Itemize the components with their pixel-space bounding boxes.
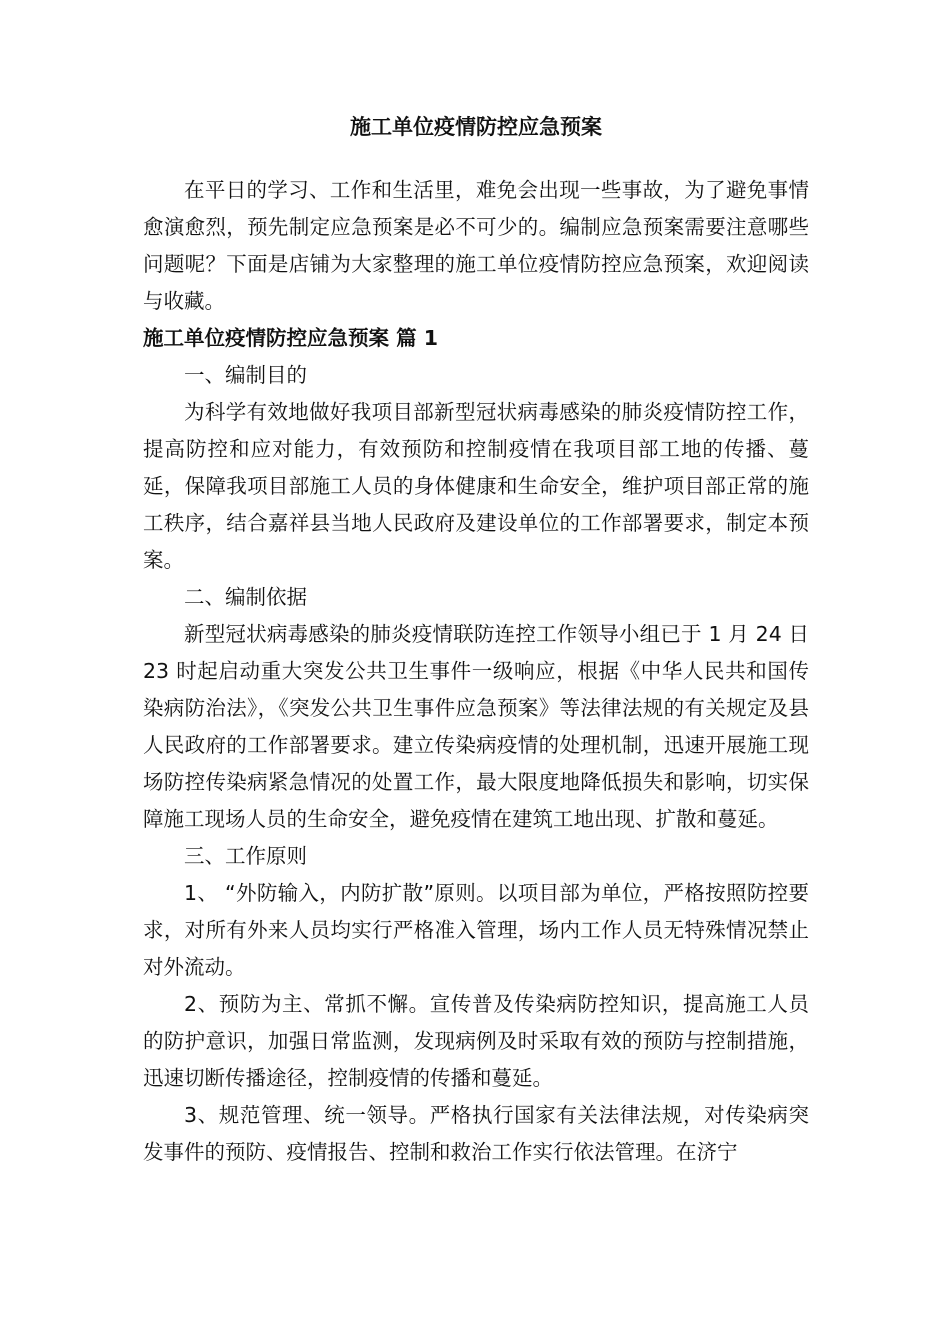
- paragraph-principle-3: 3、规范管理、统一领导。严格执行国家有关法律法规，对传染病突发事件的预防、疫情报告、控制和救治工作实行依法管理。在济宁: [143, 1103, 809, 1164]
- document-page: [143, 108, 809, 1171]
- paragraph-purpose: 为科学有效地做好我项目部新型冠状病毒感染的肺炎疫情防控工作，提高防控和应对能力，有效预防和控制疫情在我项目部工地的传播、蔓延，保障我项目部施工人员的身体健康和生命安全，维护项目部正常的施工秩序，结合嘉祥县当地人民政府及建设单位的工作部署要求，制定本预案。: [143, 400, 809, 572]
- subheading-basis: 二、编制依据: [184, 585, 307, 609]
- subheading-purpose: 一、编制目的: [184, 363, 307, 387]
- paragraph-principle-2: 2、预防为主、常抓不懈。宣传普及传染病防控知识，提高施工人员的防护意识，加强日常监测，发现病例及时采取有效的预防与控制措施，迅速切断传播途径，控制疫情的传播和蔓延。: [143, 992, 809, 1090]
- subheading-principles: 三、工作原则: [184, 844, 307, 868]
- intro-paragraph: 在平日的学习、工作和生活里，难免会出现一些事故，为了避免事情愈演愈烈，预先制定应急预案是必不可少的。编制应急预案需要注意哪些问题呢？下面是店铺为大家整理的施工单位疫情防控应急预案，欢迎阅读与收藏。: [143, 178, 809, 313]
- paragraph-principle-1: 1、 “外防输入，内防扩散”原则。以项目部为单位，严格按照防控要求，对所有外来人员均实行严格准入管理，场内工作人员无特殊情况禁止对外流动。: [143, 881, 809, 979]
- section-heading: 施工单位疫情防控应急预案 篇 1: [143, 326, 439, 350]
- document-title: 施工单位疫情防控应急预案: [350, 115, 602, 139]
- paragraph-basis: 新型冠状病毒感染的肺炎疫情联防连控工作领导小组已于 1 月 24 日 23 时起启动重大突发公共卫生事件一级响应，根据《中华人民共和国传染病防治法》，《突发公共卫生事件应急预案》等法律法规的有关规定及县人民政府的工作部署要求。建立传染病疫情的处理机制，迅速开展施工现场防控传染病紧急情况的处置工作，最大限度地降低损失和影响，切实保障施工现场人员的生命安全，避免疫情在建筑工地出现、扩散和蔓延。: [143, 622, 809, 831]
